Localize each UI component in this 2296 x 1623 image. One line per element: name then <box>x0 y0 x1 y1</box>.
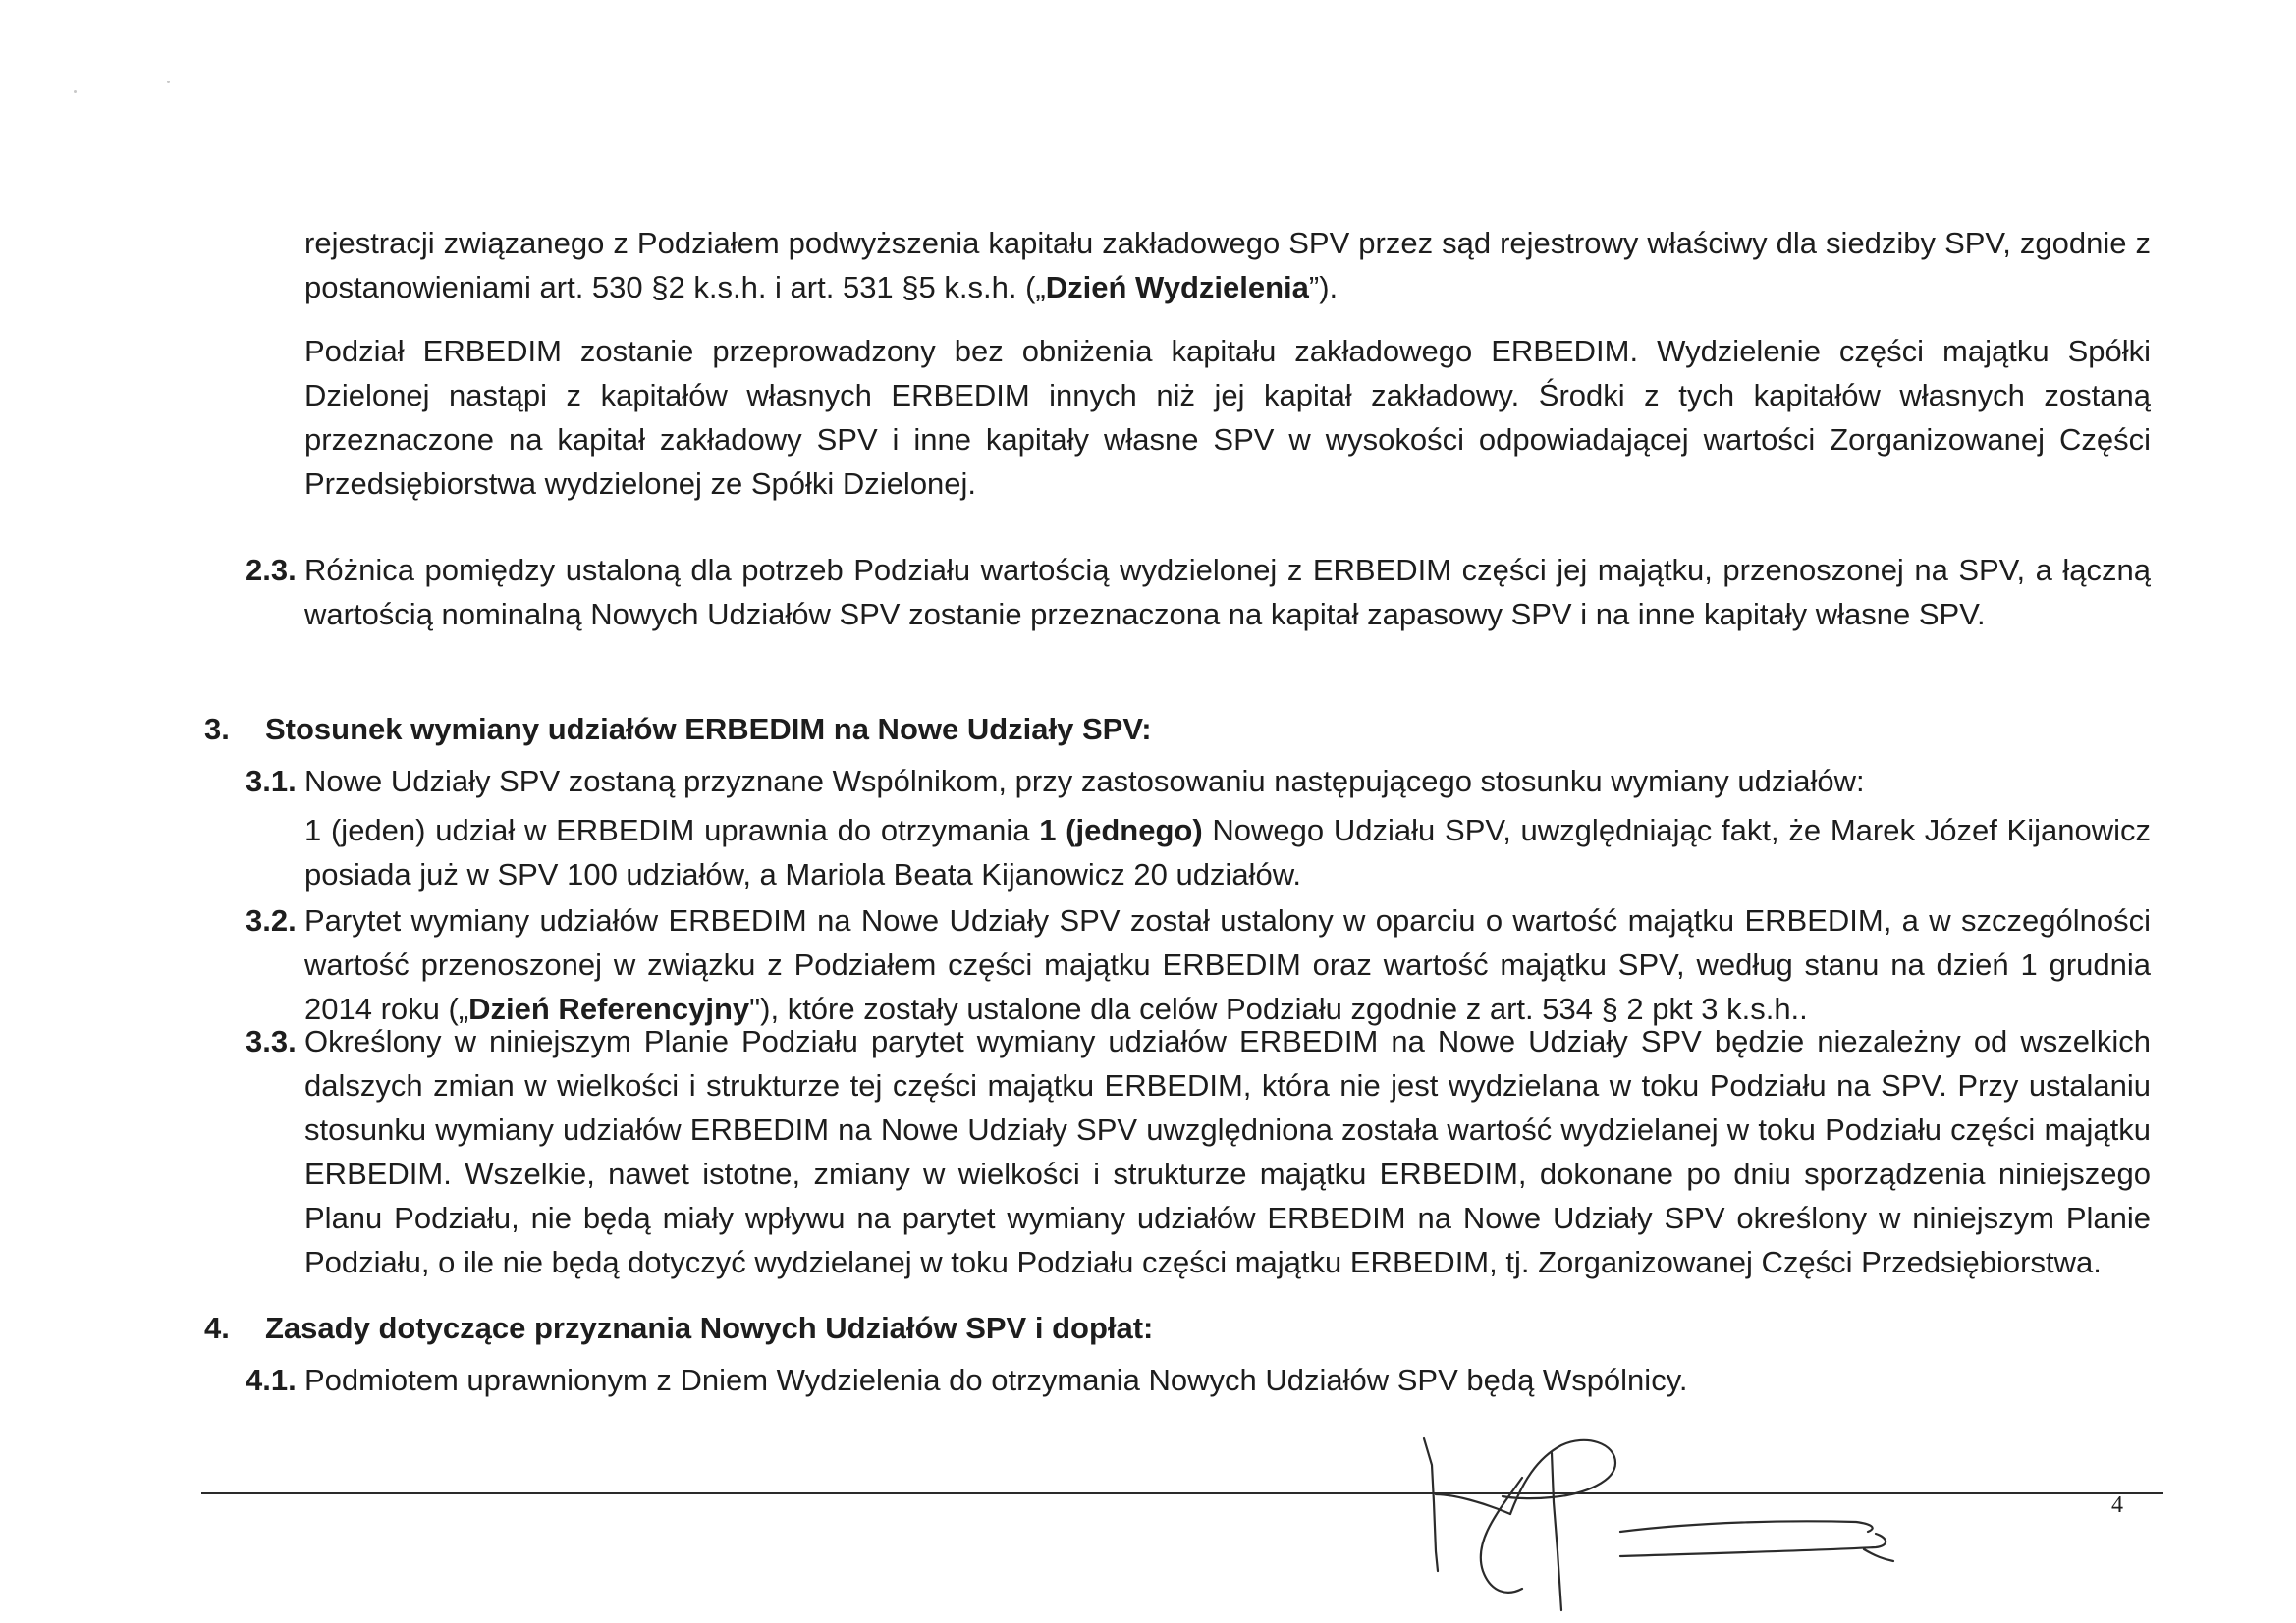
section-3-title: Stosunek wymiany udziałów ERBEDIM na Nowe Udziały SPV: <box>265 712 1152 746</box>
section-4-title: Zasady dotyczące przyznania Nowych Udziałów SPV i dopłat: <box>265 1311 1154 1345</box>
section-number-3: 3. <box>204 712 230 746</box>
paragraph-continuation <box>304 221 2151 309</box>
section-3-1-exchange-ratio <box>304 808 2151 896</box>
section-number-3-3: 3.3. <box>246 1024 297 1058</box>
section-3-1-text: Nowe Udziały SPV zostaną przyznane Wspólnikom, przy zastosowaniu następującego stosunku wymiany udziałów: <box>304 764 1865 798</box>
page-number: 4 <box>2111 1492 2123 1518</box>
exchange-ratio-bold: 1 (jednego) <box>1039 813 1203 847</box>
scan-speck <box>167 81 170 83</box>
exchange-ratio-tail: Nowego Udziału SPV, uwzględniając fakt, że Marek Józef Kijanowicz posiada już w SPV 100 udziałów, a Mariola Beata Kijanowicz 20 udziałów. <box>304 813 2151 892</box>
exchange-ratio-lead: 1 (jeden) udział w ERBEDIM uprawnia do otrzymania <box>304 813 1040 847</box>
paragraph-continuation-tail: ”). <box>1308 270 1339 304</box>
section-4-heading <box>204 1306 2070 1350</box>
section-3-2-lead: Parytet wymiany udziałów ERBEDIM na Nowe Udziały SPV został ustalony w oparciu o wartość majątku ERBEDIM, a w szczególności wartość przenoszonej w związku z Podziałem części majątku ERBEDIM oraz wartość majątku SPV, według stanu na dzień 1 grudnia 2014 roku („ <box>304 903 2151 1026</box>
section-number-2-3: 2.3. <box>246 553 297 587</box>
defined-term-dzien-referencyjny: Dzień Referencyjny <box>468 992 750 1026</box>
handwritten-signature <box>1414 1424 2043 1620</box>
section-3-2-tail: "), które zostały ustalone dla celów Podziału zgodnie z art. 534 § 2 pkt 3 k.s.h.. <box>749 992 1808 1026</box>
section-3-2-text <box>304 898 2151 1031</box>
section-number-4-1: 4.1. <box>246 1363 297 1397</box>
section-number-3-2: 3.2. <box>246 903 297 938</box>
paragraph-podzial: Podział ERBEDIM zostanie przeprowadzony bez obniżenia kapitału zakładowego ERBEDIM. Wydzielenie części majątku Spółki Dzielonej nastąpi z kapitałów własnych ERBEDIM innych niż jej kapitał zakładowy. Środki z tych kapitałów własnych zostaną przeznaczone na kapitał zakładowy SPV i inne kapitały własne SPV w wysokości odpowiadającej wartości Zorganizowanej Części Przedsiębiorstwa wydzielonej ze Spółki Dzielonej. <box>304 334 2151 501</box>
defined-term-dzien-wydzielenia: Dzień Wydzielenia <box>1045 270 1309 304</box>
section-2-3-text: Różnica pomiędzy ustaloną dla potrzeb Podziału wartością wydzielonej z ERBEDIM części jej majątku, przenoszonej na SPV, a łączną wartością nominalną Nowych Udziałów SPV zostanie przeznaczona na kapitał zapasowy SPV i na inne kapitały własne SPV. <box>304 553 2151 631</box>
section-number-4: 4. <box>204 1311 230 1345</box>
paragraph-continuation-text: rejestracji związanego z Podziałem podwyższenia kapitału zakładowego SPV przez sąd rejestrowy właściwy dla siedziby SPV, zgodnie z postanowieniami art. 530 §2 k.s.h. i art. 531 §5 k.s.h. („ <box>304 226 2151 304</box>
section-4-1-text: Podmiotem uprawnionym z Dniem Wydzielenia do otrzymania Nowych Udziałów SPV będą Wspólnicy. <box>304 1363 1688 1397</box>
section-number-3-1: 3.1. <box>246 764 297 798</box>
section-3-heading <box>204 707 2070 751</box>
section-3-3-text: Określony w niniejszym Planie Podziału parytet wymiany udziałów ERBEDIM na Nowe Udziały SPV będzie niezależny od wszelkich dalszych zmian w wielkości i strukturze tej części majątku ERBEDIM, która nie jest wydzielana w toku Podziału na SPV. Przy ustalaniu stosunku wymiany udziałów ERBEDIM na Nowe Udziały SPV uwzględniona została wartość wydzielanej w toku Podziału części majątku ERBEDIM. Wszelkie, nawet istotne, zmiany w wielkości i strukturze majątku ERBEDIM, dokonane po dniu sporządzenia niniejszego Planu Podziału, nie będą miały wpływu na parytet wymiany udziałów ERBEDIM na Nowe Udziały SPV określony w niniejszym Planie Podziału, o ile nie będą dotyczyć wydzielanej w toku Podziału części majątku ERBEDIM, tj. Zorganizowanej Części Przedsiębiorstwa. <box>304 1024 2151 1279</box>
scan-speck <box>74 90 77 93</box>
